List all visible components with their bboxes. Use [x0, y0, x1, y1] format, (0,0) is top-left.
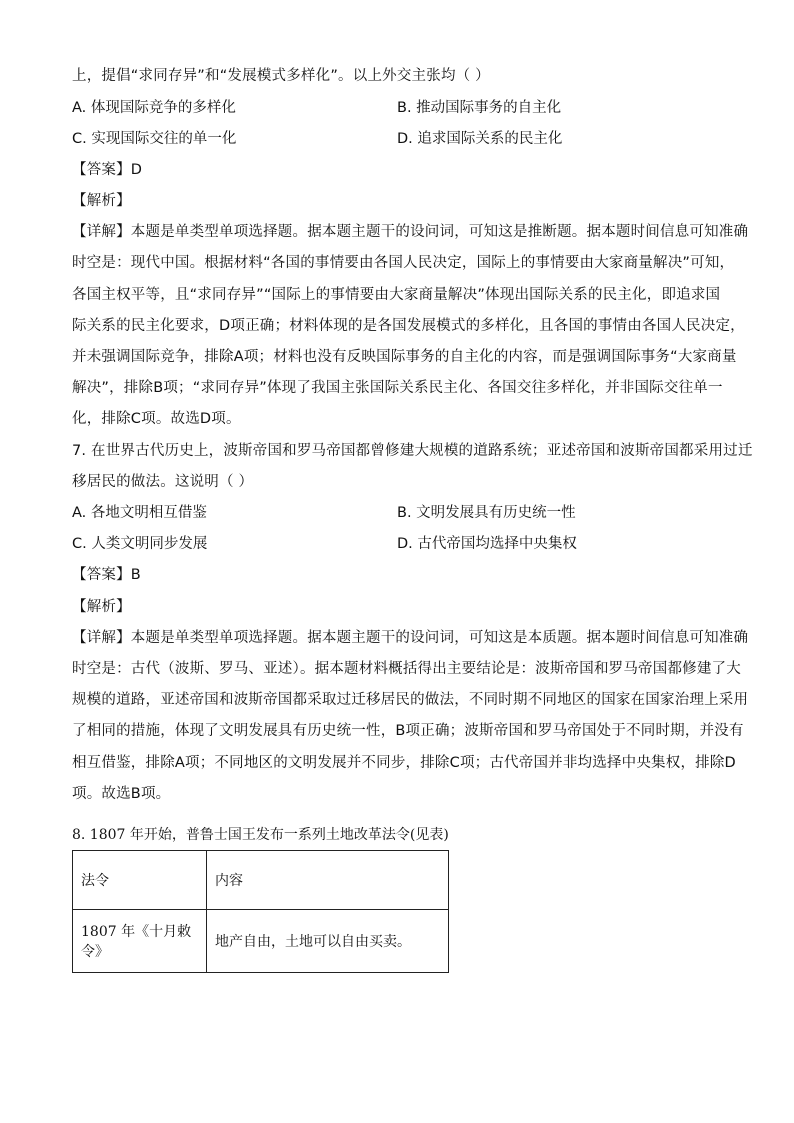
q6-answer: 【答案】D — [72, 162, 143, 178]
q7-option-c: C. 人类文明同步发展 — [72, 536, 208, 552]
q7-detail-line: 了相同的措施，体现了文明发展具有历史统一性，B项正确；波斯帝国和罗马帝国处于不同时期，并没有 — [72, 723, 744, 739]
q7-detail-line: 【详解】本题是单类型单项选择题。据本题主题干的设问词，可知这是本质题。据本题时间信息可知准确 — [72, 630, 749, 646]
land-reform-table — [72, 850, 449, 973]
q6-detail-line: 解决”，排除B项；“求同存异”体现了我国主张国际关系民主化、各国交往多样化，并非国际交往单一 — [72, 380, 723, 396]
q6-detail-line: 时空是：现代中国。根据材料“各国的事情要由各国人民决定，国际上的事情要由大家商量解决”可知， — [72, 255, 735, 271]
q6-detail-line: 各国主权平等，且“求同存异”“国际上的事情要由大家商量解决”体现出国际关系的民主化，即追求国 — [72, 287, 721, 303]
table-header-cell: 法令 — [73, 851, 207, 910]
table-row — [73, 910, 449, 973]
q7-detail-line: 时空是：古代（波斯、罗马、亚述）。据本题材料概括得出主要结论是：波斯帝国和罗马帝国都修建了大 — [72, 661, 741, 677]
q6-option-c: C. 实现国际交往的单一化 — [72, 131, 237, 147]
table-cell: 地产自由，土地可以自由买卖。 — [207, 910, 449, 973]
table-header-cell: 内容 — [207, 851, 449, 910]
q6-option-b: B. 推动国际事务的自主化 — [397, 100, 562, 116]
q7-option-b: B. 文明发展具有历史统一性 — [397, 505, 576, 521]
q6-detail-line: 际关系的民主化要求，D项正确；材料体现的是各国发展模式的多样化，且各国的事情由各国人民决定， — [72, 318, 745, 334]
q7-detail-line: 规模的道路，亚述帝国和波斯帝国都采取过迁移居民的做法，不同时期不同地区的国家在国家治理上采用 — [72, 692, 749, 708]
q6-option-a: A. 体现国际竞争的多样化 — [72, 100, 236, 116]
q7-option-d: D. 古代帝国均选择中央集权 — [397, 536, 577, 552]
q6-detail-line: 【详解】本题是单类型单项选择题。据本题主题干的设问词，可知这是推断题。据本题时间信息可知准确 — [72, 224, 749, 240]
q7-answer: 【答案】B — [72, 567, 141, 583]
q7-detail-line: 项。故选B项。 — [72, 786, 171, 802]
table-cell: 1807 年《十月敕令》 — [73, 910, 207, 973]
table-header-row — [73, 851, 449, 910]
q6-stem-tail: 上，提倡“求同存异”和“发展模式多样化”。以上外交主张均（ ） — [72, 68, 490, 84]
q6-analysis-label: 【解析】 — [72, 193, 131, 209]
q7-analysis-label: 【解析】 — [72, 599, 131, 615]
q7-option-a: A. 各地文明相互借鉴 — [72, 505, 207, 521]
q7-stem-line: 7. 在世界古代历史上，波斯帝国和罗马帝国都曾修建大规模的道路系统；亚述帝国和波斯帝国都采用过迁 — [72, 443, 753, 459]
q6-option-d: D. 追求国际关系的民主化 — [397, 131, 563, 147]
q8-stem: 8. 1807 年开始，普鲁士国王发布一系列土地改革法令(见表) — [72, 827, 449, 843]
q7-stem-line: 移居民的做法。这说明（ ） — [72, 474, 254, 490]
q6-detail-line: 化，排除C项。故选D项。 — [72, 411, 241, 427]
q7-detail-line: 相互借鉴，排除A项；不同地区的文明发展并不同步，排除C项；古代帝国并非均选择中央集权，排除D — [72, 755, 736, 771]
q6-detail-line: 并未强调国际竞争，排除A项；材料也没有反映国际事务的自主化的内容，而是强调国际事务“大家商量 — [72, 349, 737, 365]
